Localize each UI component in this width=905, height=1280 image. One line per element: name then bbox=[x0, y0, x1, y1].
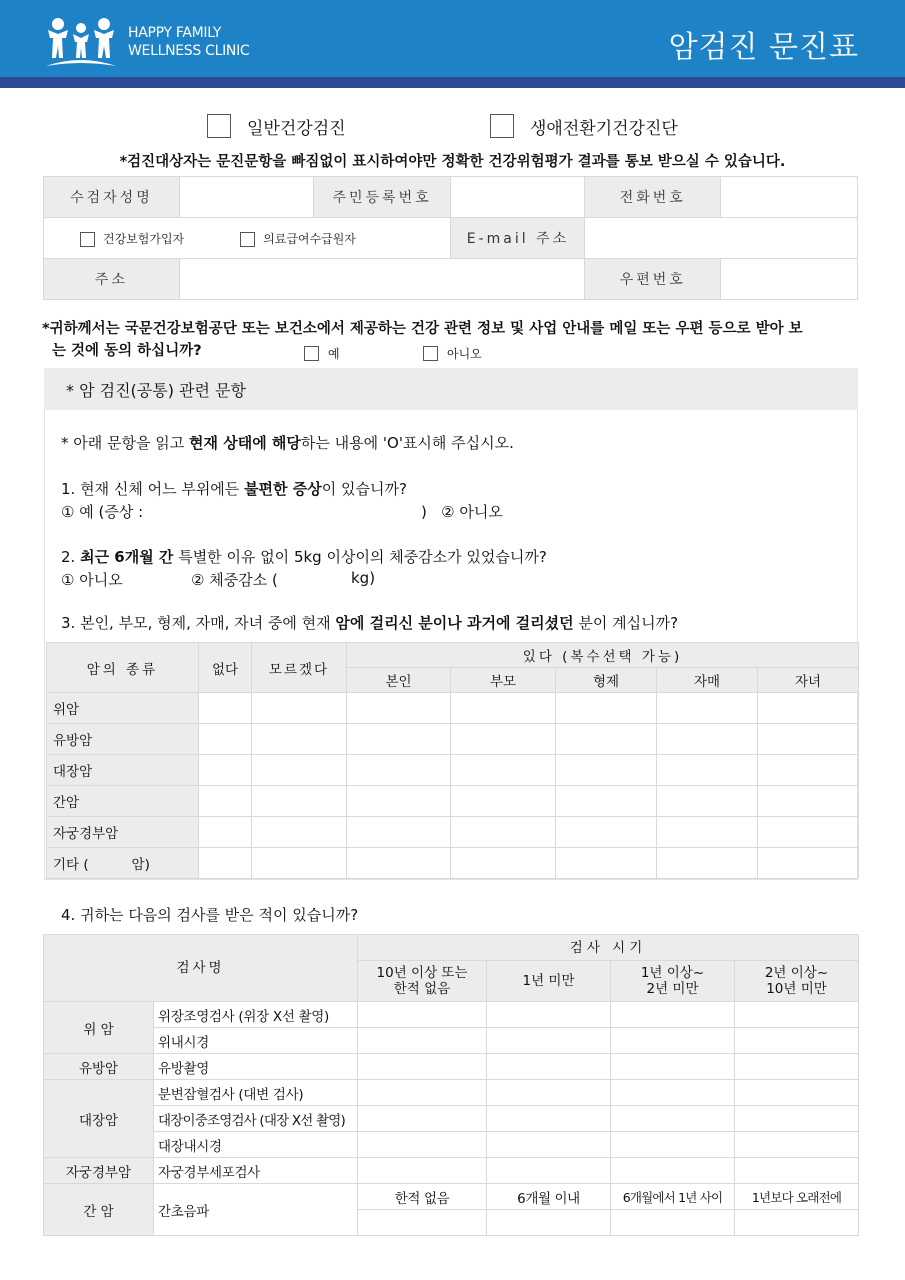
table-row bbox=[47, 755, 859, 786]
answer-cell[interactable] bbox=[735, 1054, 859, 1080]
instr-part-1: * 아래 문항을 읽고 bbox=[61, 434, 190, 452]
q1-part-1: 1. 현재 신체 어느 부위에든 bbox=[61, 480, 245, 498]
answer-cell[interactable] bbox=[199, 786, 252, 817]
family-header: 형제 bbox=[556, 668, 657, 693]
answer-cell[interactable] bbox=[657, 755, 758, 786]
table-row bbox=[44, 1132, 859, 1158]
medicaid-label: 의료급여수급원자 bbox=[263, 231, 356, 246]
general-exam-label: 일반건강검진 bbox=[247, 118, 346, 139]
timing-col-1-line-2: 한적 없음 bbox=[393, 981, 451, 997]
page-title: 암검진 문진표 bbox=[668, 30, 859, 65]
cancer-row-label: 간암 bbox=[47, 786, 199, 817]
test-name: 대장내시경 bbox=[154, 1132, 358, 1158]
family-header: 자매 bbox=[657, 668, 758, 693]
yes-header: 있다 (복수선택 가능) bbox=[347, 643, 859, 668]
answer-cell[interactable] bbox=[556, 817, 657, 848]
name-label: 수검자성명 bbox=[44, 177, 180, 218]
answer-cell[interactable] bbox=[556, 848, 657, 879]
answer-cell[interactable] bbox=[347, 693, 451, 724]
brand-line-2: WELLNESS CLINIC bbox=[128, 43, 250, 59]
answer-cell[interactable] bbox=[451, 786, 556, 817]
cancer-history-table bbox=[46, 642, 859, 879]
test-name: 간초음파 bbox=[154, 1184, 358, 1236]
answer-cell[interactable] bbox=[199, 755, 252, 786]
q3-part-3: 분이 계십니까? bbox=[573, 614, 679, 632]
brand-line-1: HAPPY FAMILY bbox=[128, 25, 222, 41]
timing-col-3-line-2: 2년 미만 bbox=[646, 981, 699, 997]
q3-part-2: 암에 걸리신 분이나 과거에 걸리셨던 bbox=[335, 614, 574, 632]
none-header: 없다 bbox=[199, 643, 252, 693]
clinic-brand bbox=[128, 24, 249, 60]
answer-cell[interactable] bbox=[358, 1054, 487, 1080]
answer-cell[interactable] bbox=[199, 693, 252, 724]
test-name: 대장이중조영검사 (대장 X선 촬영) bbox=[154, 1106, 358, 1132]
answer-cell[interactable] bbox=[487, 1002, 611, 1028]
answer-cell[interactable] bbox=[657, 817, 758, 848]
table-row bbox=[44, 1028, 859, 1054]
q1-option-yes[interactable]: ① 예 (증상 : bbox=[61, 503, 144, 521]
answer-cell[interactable] bbox=[487, 1080, 611, 1106]
answer-cell[interactable] bbox=[358, 1106, 487, 1132]
answer-cell[interactable] bbox=[347, 786, 451, 817]
q2-option-weight-loss[interactable]: ② 체중감소 ( bbox=[191, 571, 278, 589]
q2-part-2: 최근 6개월 간 bbox=[80, 548, 174, 566]
q1-part-2: 불편한 증상 bbox=[244, 480, 322, 498]
consent-line-2: 는 것에 동의 하십니까? bbox=[52, 343, 202, 359]
postal-label: 우편번호 bbox=[585, 259, 721, 300]
question-2 bbox=[61, 546, 547, 567]
family-logo-icon bbox=[44, 14, 118, 70]
answer-cell[interactable] bbox=[556, 755, 657, 786]
exam-name-header: 검사명 bbox=[44, 935, 358, 1002]
answer-cell[interactable] bbox=[252, 848, 347, 879]
consent-line-1: *귀하께서는 국문건강보험공단 또는 보건소에서 제공하는 건강 관련 정보 및 사업 안내를 메일 또는 우편 등으로 받아 보 bbox=[42, 321, 803, 337]
insured-checkbox[interactable] bbox=[80, 232, 95, 247]
answer-cell[interactable] bbox=[487, 1210, 611, 1236]
timing-col-4 bbox=[735, 961, 859, 1002]
table-row bbox=[47, 817, 859, 848]
answer-cell[interactable] bbox=[758, 848, 859, 879]
answer-cell[interactable] bbox=[611, 1054, 735, 1080]
answer-cell[interactable] bbox=[735, 1210, 859, 1236]
answer-cell[interactable] bbox=[358, 1132, 487, 1158]
cancer-type-header: 암의 종류 bbox=[47, 643, 199, 693]
consent-no-option bbox=[423, 345, 482, 362]
answer-cell[interactable] bbox=[252, 786, 347, 817]
liver-option: 1년보다 오래전에 bbox=[735, 1184, 859, 1210]
test-name: 유방촬영 bbox=[154, 1054, 358, 1080]
answer-cell[interactable] bbox=[611, 1106, 735, 1132]
consent-no-checkbox[interactable] bbox=[423, 346, 438, 361]
exam-history-table bbox=[43, 934, 859, 1236]
answer-cell[interactable] bbox=[657, 724, 758, 755]
question-1 bbox=[61, 478, 407, 499]
answer-cell[interactable] bbox=[451, 755, 556, 786]
answer-cell[interactable] bbox=[611, 1210, 735, 1236]
exam-timing-header: 검사 시기 bbox=[358, 935, 859, 961]
answer-cell[interactable] bbox=[758, 755, 859, 786]
answer-cell[interactable] bbox=[451, 817, 556, 848]
consent-yes-label: 예 bbox=[328, 347, 340, 361]
answer-cell[interactable] bbox=[657, 693, 758, 724]
cancer-row-label: 기타 ( 암) bbox=[47, 848, 199, 879]
answer-cell[interactable] bbox=[199, 848, 252, 879]
answer-cell[interactable] bbox=[758, 724, 859, 755]
liver-option: 6개월 이내 bbox=[487, 1184, 611, 1210]
answer-cell[interactable] bbox=[758, 817, 859, 848]
answer-cell[interactable] bbox=[252, 693, 347, 724]
instructions bbox=[61, 432, 514, 453]
phone-label: 전화번호 bbox=[585, 177, 721, 218]
liver-option: 6개월에서 1년 사이 bbox=[611, 1184, 735, 1210]
group-colon: 대장암 bbox=[44, 1080, 154, 1158]
family-header: 자녀 bbox=[758, 668, 859, 693]
test-name: 위내시경 bbox=[154, 1028, 358, 1054]
answer-cell[interactable] bbox=[252, 817, 347, 848]
answer-cell[interactable] bbox=[758, 693, 859, 724]
consent-yes-checkbox[interactable] bbox=[304, 346, 319, 361]
answer-cell[interactable] bbox=[735, 1028, 859, 1054]
answer-cell[interactable] bbox=[611, 1132, 735, 1158]
table-row bbox=[47, 724, 859, 755]
answer-cell[interactable] bbox=[611, 1080, 735, 1106]
answer-cell[interactable] bbox=[487, 1054, 611, 1080]
answer-cell[interactable] bbox=[358, 1080, 487, 1106]
exam-type-lifecycle bbox=[490, 113, 678, 139]
answer-cell[interactable] bbox=[252, 755, 347, 786]
cancer-row-label: 자궁경부암 bbox=[47, 817, 199, 848]
answer-cell[interactable] bbox=[735, 1106, 859, 1132]
answer-cell[interactable] bbox=[347, 848, 451, 879]
question-4: 4. 귀하는 다음의 검사를 받은 적이 있습니까? bbox=[61, 906, 359, 924]
q2-kg-unit: kg) bbox=[351, 569, 376, 587]
insurance-type-cell bbox=[44, 218, 451, 259]
answer-cell[interactable] bbox=[487, 1132, 611, 1158]
family-header: 본인 bbox=[347, 668, 451, 693]
timing-col-1-line-1: 10년 이상 또는 bbox=[376, 965, 468, 981]
answer-cell[interactable] bbox=[347, 755, 451, 786]
timing-col-4-line-1: 2년 이상~ bbox=[764, 965, 829, 981]
medicaid-checkbox[interactable] bbox=[240, 232, 255, 247]
timing-col-2: 1년 미만 bbox=[487, 961, 611, 1002]
unknown-header: 모르겠다 bbox=[252, 643, 347, 693]
q1-part-3: 이 있습니까? bbox=[321, 480, 407, 498]
test-name: 위장조영검사 (위장 X선 촬영) bbox=[154, 1002, 358, 1028]
timing-col-3-line-1: 1년 이상~ bbox=[640, 965, 705, 981]
personal-info-table bbox=[43, 176, 858, 300]
q2-part-1: 2. bbox=[61, 548, 81, 566]
cancer-row-label: 위암 bbox=[47, 693, 199, 724]
cancer-row-label: 유방암 bbox=[47, 724, 199, 755]
family-header: 부모 bbox=[451, 668, 556, 693]
liver-option: 한적 없음 bbox=[358, 1184, 487, 1210]
answer-cell[interactable] bbox=[487, 1106, 611, 1132]
instr-part-3: 하는 내용에 'O'표시해 주십시오. bbox=[300, 434, 514, 452]
rrn-label: 주민등록번호 bbox=[313, 177, 451, 218]
answer-cell[interactable] bbox=[358, 1002, 487, 1028]
answer-cell[interactable] bbox=[451, 724, 556, 755]
answer-cell[interactable] bbox=[347, 724, 451, 755]
consent-yes-option bbox=[304, 345, 340, 362]
answer-cell[interactable] bbox=[657, 848, 758, 879]
answer-cell[interactable] bbox=[487, 1028, 611, 1054]
address-field[interactable] bbox=[179, 259, 585, 300]
answer-cell[interactable] bbox=[735, 1080, 859, 1106]
address-label: 주소 bbox=[44, 259, 180, 300]
answer-cell[interactable] bbox=[611, 1158, 735, 1184]
answer-cell[interactable] bbox=[735, 1158, 859, 1184]
cancer-row-label: 대장암 bbox=[47, 755, 199, 786]
email-label: E-mail 주소 bbox=[451, 218, 585, 259]
table-row bbox=[47, 786, 859, 817]
answer-cell[interactable] bbox=[611, 1002, 735, 1028]
name-field[interactable] bbox=[179, 177, 313, 218]
answer-cell[interactable] bbox=[735, 1132, 859, 1158]
phone-field[interactable] bbox=[721, 177, 858, 218]
notice-text: *검진대상자는 문진문항을 빠짐없이 표시하여야만 정확한 건강위험평가 결과를 통보 받으실 수 있습니다. bbox=[119, 154, 786, 170]
answer-cell[interactable] bbox=[735, 1002, 859, 1028]
lifecycle-exam-checkbox[interactable] bbox=[490, 114, 514, 138]
timing-col-1 bbox=[358, 961, 487, 1002]
email-field[interactable] bbox=[585, 218, 858, 259]
insured-label: 건강보험가입자 bbox=[103, 231, 185, 246]
answer-cell[interactable] bbox=[358, 1210, 487, 1236]
table-row bbox=[47, 848, 859, 879]
answer-cell[interactable] bbox=[358, 1158, 487, 1184]
q3-part-1: 3. 본인, 부모, 형제, 자매, 자녀 중에 현재 bbox=[61, 614, 336, 632]
answer-cell[interactable] bbox=[556, 693, 657, 724]
answer-cell[interactable] bbox=[611, 1028, 735, 1054]
header-bar bbox=[0, 0, 905, 77]
instr-part-2: 현재 상태에 해당 bbox=[189, 434, 301, 452]
group-cervical: 자궁경부암 bbox=[44, 1158, 154, 1184]
table-row bbox=[44, 1106, 859, 1132]
q2-option-no[interactable]: ① 아니오 bbox=[61, 571, 123, 589]
header-accent-band bbox=[0, 77, 905, 88]
answer-cell[interactable] bbox=[252, 724, 347, 755]
section-title: * 암 검진(공통) 관련 문항 bbox=[44, 368, 858, 410]
q1-option-no[interactable]: ) ② 아니오 bbox=[421, 503, 503, 521]
answer-cell[interactable] bbox=[487, 1158, 611, 1184]
answer-cell[interactable] bbox=[451, 848, 556, 879]
timing-col-4-line-2: 10년 미만 bbox=[766, 981, 827, 997]
table-row bbox=[44, 1158, 859, 1184]
timing-col-3 bbox=[611, 961, 735, 1002]
test-name: 자궁경부세포검사 bbox=[154, 1158, 358, 1184]
test-name: 분변잠혈검사 (대변 검사) bbox=[154, 1080, 358, 1106]
answer-cell[interactable] bbox=[657, 786, 758, 817]
consent-no-label: 아니오 bbox=[447, 347, 482, 361]
answer-cell[interactable] bbox=[556, 786, 657, 817]
rrn-field[interactable] bbox=[451, 177, 585, 218]
postal-field[interactable] bbox=[721, 259, 858, 300]
answer-cell[interactable] bbox=[758, 786, 859, 817]
answer-cell[interactable] bbox=[199, 817, 252, 848]
group-liver: 간 암 bbox=[44, 1184, 154, 1236]
table-row bbox=[44, 1002, 859, 1028]
table-row bbox=[47, 693, 859, 724]
table-row bbox=[44, 1054, 859, 1080]
q2-part-3: 특별한 이유 없이 5kg 이상이의 체중감소가 있었습니까? bbox=[173, 548, 547, 566]
table-row bbox=[44, 1184, 859, 1210]
answer-cell[interactable] bbox=[199, 724, 252, 755]
table-row bbox=[44, 1080, 859, 1106]
exam-type-general bbox=[207, 113, 346, 139]
answer-cell[interactable] bbox=[556, 724, 657, 755]
group-breast: 유방암 bbox=[44, 1054, 154, 1080]
lifecycle-exam-label: 생애전환기건강진단 bbox=[530, 118, 678, 139]
answer-cell[interactable] bbox=[347, 817, 451, 848]
question-3 bbox=[61, 612, 678, 633]
general-exam-checkbox[interactable] bbox=[207, 114, 231, 138]
answer-cell[interactable] bbox=[358, 1028, 487, 1054]
group-stomach: 위 암 bbox=[44, 1002, 154, 1054]
answer-cell[interactable] bbox=[451, 693, 556, 724]
